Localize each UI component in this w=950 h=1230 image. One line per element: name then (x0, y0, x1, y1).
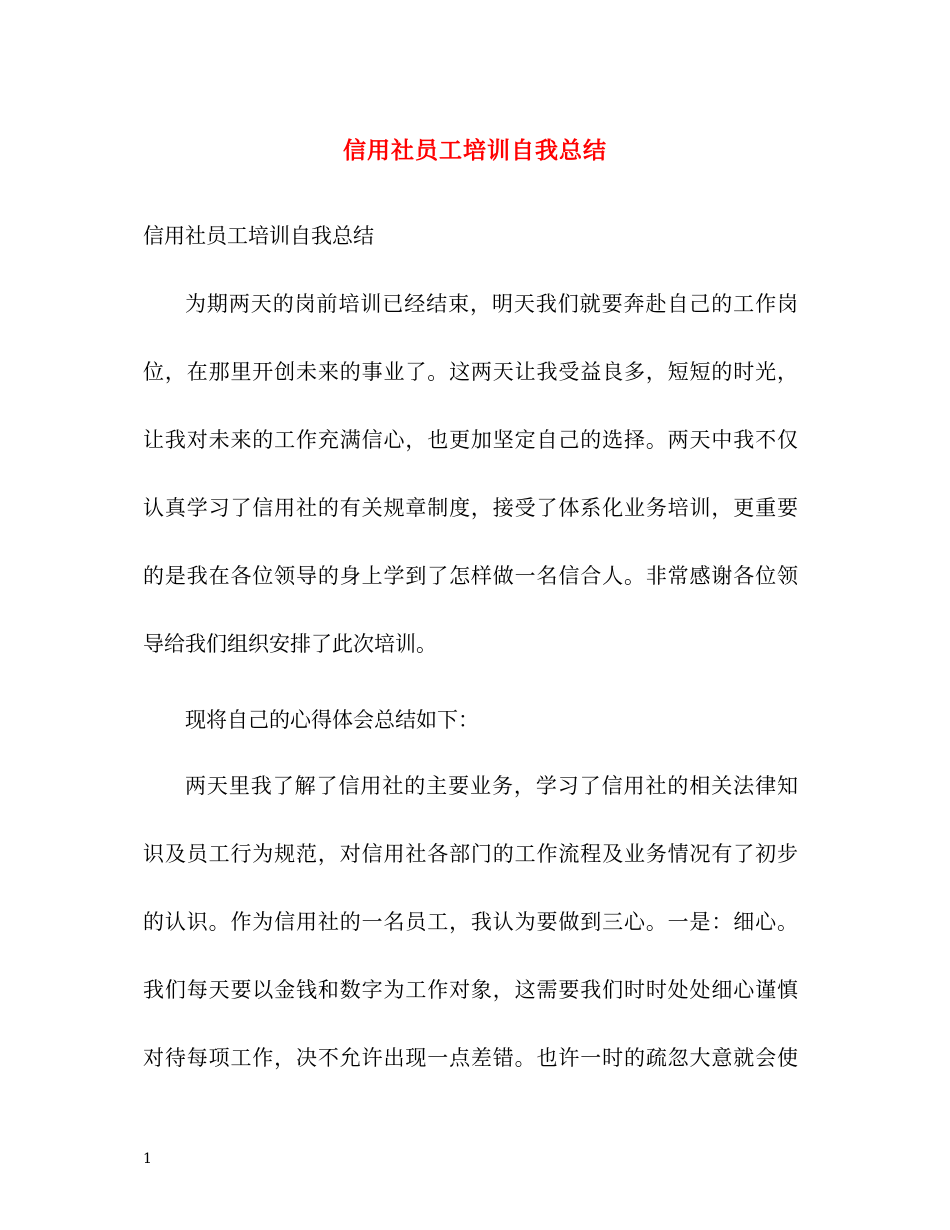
paragraph-2 (143, 704, 798, 772)
paragraph-3 (143, 770, 798, 1110)
paragraph-line: 认真学习了信用社的有关规章制度，接受了体系化业务培训，更重要 (143, 496, 798, 520)
page-number: 1 (143, 1151, 152, 1167)
paragraph-line: 我们每天要以金钱和数字为工作对象，这需要我们时时处处细心谨慎 (143, 978, 798, 1002)
paragraph-line: 为期两天的岗前培训已经结束，明天我们就要奔赴自己的工作岗 (185, 292, 798, 316)
paragraph-line: 现将自己的心得体会总结如下： (185, 708, 479, 732)
paragraph-line: 对待每项工作，决不允许出现一点差错。也许一时的疏忽大意就会使 (143, 1046, 798, 1070)
document-subtitle: 信用社员工培训自我总结 (143, 224, 374, 248)
paragraph-line: 的认识。作为信用社的一名员工，我认为要做到三心。一是：细心。 (143, 910, 798, 934)
paragraph-line: 两天里我了解了信用社的主要业务，学习了信用社的相关法律知 (185, 774, 798, 798)
paragraph-line: 导给我们组织安排了此次培训。 (143, 632, 437, 656)
paragraph-1 (143, 288, 798, 696)
paragraph-line: 的是我在各位领导的身上学到了怎样做一名信合人。非常感谢各位领 (143, 564, 798, 588)
paragraph-line: 让我对未来的工作充满信心，也更加坚定自己的选择。两天中我不仅 (143, 428, 798, 452)
document-title: 信用社员工培训自我总结 (343, 137, 607, 164)
paragraph-line: 识及员工行为规范，对信用社各部门的工作流程及业务情况有了初步 (143, 842, 798, 866)
paragraph-line: 位，在那里开创未来的事业了。这两天让我受益良多，短短的时光， (143, 360, 798, 384)
